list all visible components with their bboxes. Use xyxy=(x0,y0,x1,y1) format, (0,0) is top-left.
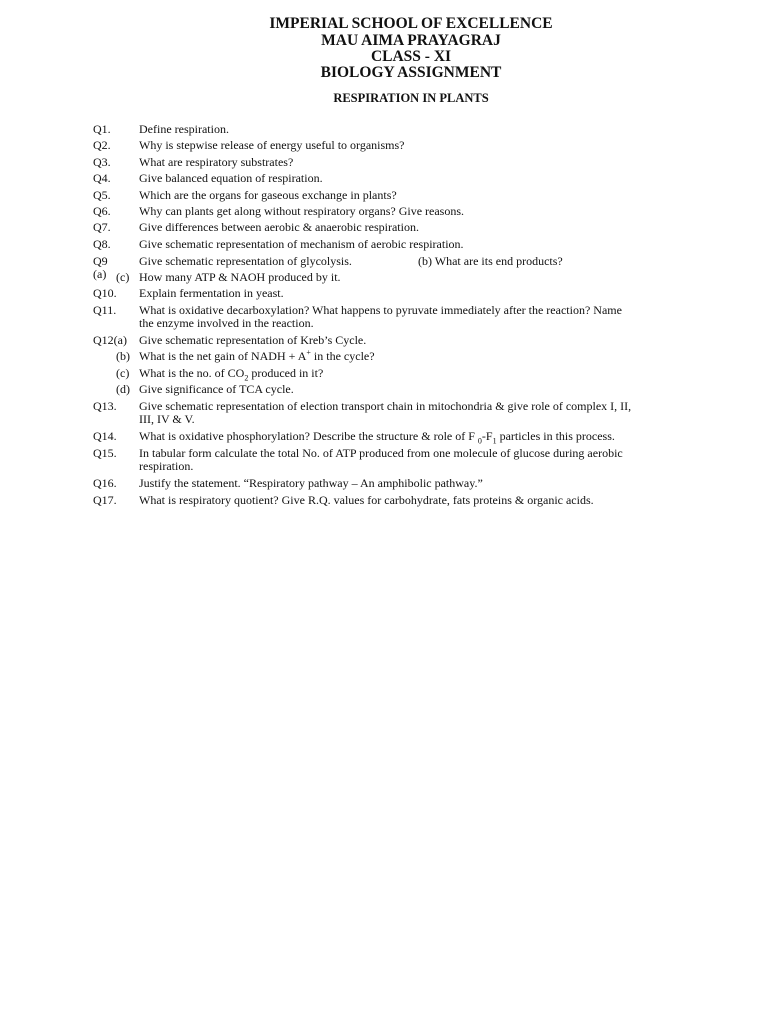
question-number: Q9 (a) xyxy=(93,254,108,281)
question-number: Q10. xyxy=(93,286,117,300)
question-text: Explain fermentation in yeast. xyxy=(139,286,284,300)
question-number: Q12(a) xyxy=(93,333,127,347)
question-text xyxy=(139,366,669,383)
question-number: Q7. xyxy=(93,220,111,234)
question-text: What is respiratory quotient? Give R.Q. values for carbohydrate, fats proteins & organic acids. xyxy=(139,493,594,507)
question-number: (b) xyxy=(116,349,130,363)
text-part: in the cycle? xyxy=(310,349,375,363)
question-text-continued: the enzyme involved in the reaction. xyxy=(139,316,314,330)
question-text xyxy=(139,350,669,363)
question-text: Why is stepwise release of energy useful to organisms? xyxy=(139,138,405,152)
question-number: Q13. xyxy=(93,399,117,413)
text-part: What is the net gain of NADH + A xyxy=(139,349,307,363)
text-part: What is the no. of CO xyxy=(139,366,245,380)
question-text: Give differences between aerobic & anaerobic respiration. xyxy=(139,220,419,234)
question-text: How many ATP & NAOH produced by it. xyxy=(139,270,341,284)
question-text: Define respiration. xyxy=(139,122,229,136)
question-text: Give significance of TCA cycle. xyxy=(139,382,294,396)
text-part: produced in it? xyxy=(248,366,324,380)
text-part: What is oxidative phosphorylation? Describe the structure & role of F xyxy=(139,429,478,443)
question-subpart: (b) What are its end products? xyxy=(418,254,563,268)
question-text xyxy=(139,429,669,446)
assignment-title: BIOLOGY ASSIGNMENT xyxy=(320,64,502,81)
question-number: Q1. xyxy=(93,122,111,136)
question-text-continued: III, IV & V. xyxy=(139,412,195,426)
question-number: Q4. xyxy=(93,171,111,185)
question-text: What are respiratory substrates? xyxy=(139,155,294,169)
question-number: Q15. xyxy=(93,446,117,460)
school-name: IMPERIAL SCHOOL OF EXCELLENCE xyxy=(269,15,553,32)
question-number: Q6. xyxy=(93,204,111,218)
question-text: Give schematic representation of Kreb’s Cycle. xyxy=(139,333,367,347)
question-text: Why can plants get along without respiratory organs? Give reasons. xyxy=(139,204,465,218)
question-number: (c) xyxy=(116,270,130,284)
question-text-continued: respiration. xyxy=(139,459,194,473)
question-number: (c) xyxy=(116,366,130,380)
subscript: 1 xyxy=(492,436,497,446)
question-text: Which are the organs for gaseous exchange in plants? xyxy=(139,188,397,202)
question-number: Q14. xyxy=(93,429,117,443)
question-text-block xyxy=(139,400,669,426)
topic-title: RESPIRATION IN PLANTS xyxy=(333,91,489,105)
class-label: CLASS - XI xyxy=(370,48,452,65)
question-text: In tabular form calculate the total No. of ATP produced from one molecule of glucose during aerobic xyxy=(139,446,623,460)
text-part: particles in this process. xyxy=(496,429,615,443)
question-number: Q17. xyxy=(93,493,117,507)
question-text: Give schematic representation of election transport chain in mitochondria & give role of complex I, II, xyxy=(139,399,632,413)
question-number: (d) xyxy=(116,382,130,396)
question-text: What is oxidative decarboxylation? What happens to pyruvate immediately after the reaction? Name xyxy=(139,303,622,317)
question-number: Q2. xyxy=(93,138,111,152)
question-text-block xyxy=(139,447,669,473)
subscript: 0 xyxy=(477,436,482,446)
question-number: Q5. xyxy=(93,188,111,202)
text-part: -F xyxy=(481,429,493,443)
question-text-block xyxy=(139,304,669,330)
question-text: Justify the statement. “Respiratory pathway – An amphibolic pathway.” xyxy=(139,476,483,490)
question-number: Q8. xyxy=(93,237,111,251)
question-number: Q11. xyxy=(93,303,117,317)
school-location: MAU AIMA PRAYAGRAJ xyxy=(321,32,501,49)
question-text: Give schematic representation of mechanism of aerobic respiration. xyxy=(139,237,464,251)
question-number: Q16. xyxy=(93,476,117,490)
question-text: Give balanced equation of respiration. xyxy=(139,171,323,185)
superscript: + xyxy=(306,348,311,357)
question-text: Give schematic representation of glycolysis. xyxy=(139,254,352,268)
subscript: 2 xyxy=(244,373,249,383)
question-number: Q3. xyxy=(93,155,111,169)
